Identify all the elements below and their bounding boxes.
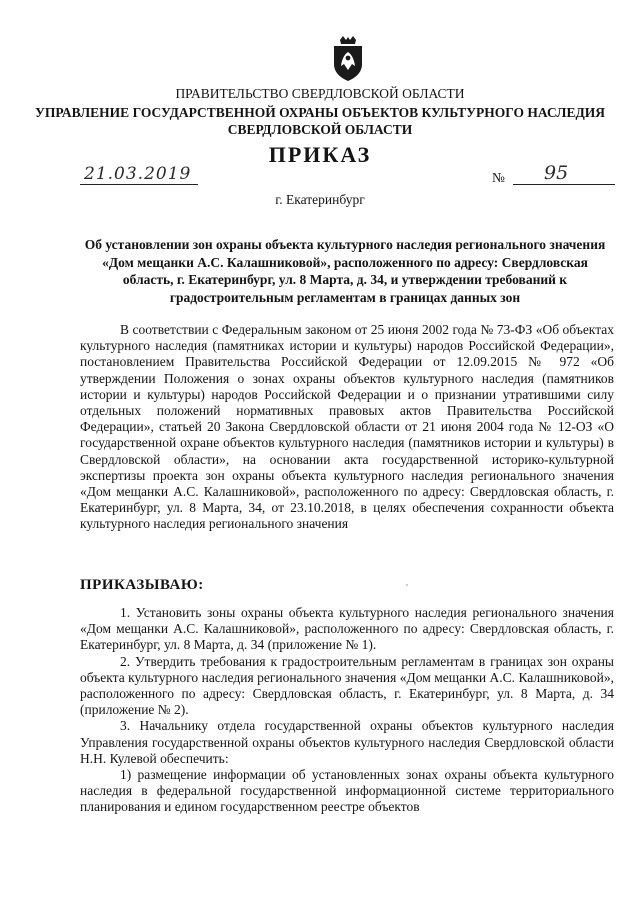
order-subject: Об установлении зон охраны объекта культурного наследия регионального значения «Дом мещанки А.С. Калашниковой», расположенного по адресу: Свердловская область, г. Екатеринбург, ул. 8 Марта, д. 34, и утверждении требований к градостроительным регламентам в границах данных зон [84, 237, 606, 305]
number-underline [513, 184, 615, 185]
sverdlovsk-coat-of-arms-icon [330, 36, 366, 82]
scan-speck [406, 584, 408, 586]
order-number: 95 [544, 162, 569, 184]
order-item-1: 1. Установить зоны охраны объекта культурного наследия регионального значения «Дом мещанки А.С. Калашниковой», расположенного по адресу: Свердловская область, г. Екатеринбург, ул. 8 Марта, д. 34 (приложение № 1). [80, 605, 614, 653]
government-name: ПРАВИТЕЛЬСТВО СВЕРДЛОВСКОЙ ОБЛАСТИ [175, 86, 465, 101]
date-underline [80, 184, 198, 185]
order-items [80, 605, 614, 816]
order-item-2: 2. Утвердить требования к градостроительным регламентам в границах зон охраны объекта культурного наследия регионального значения «Дом мещанки А.С. Калашниковой», расположенного по адресу: Свердловская область, г. Екатеринбург, ул. 8 Марта, д. 34 (приложение № 2). [80, 653, 614, 718]
decree-heading: ПРИКАЗЫВАЮ: [80, 577, 204, 593]
number-sign: № [492, 170, 505, 185]
order-item-3-1: 1) размещение информации об установленных зонах охраны объекта культурного наследия в федеральной государственной информационной системе территориального планирования и едином государственном реестре объектов [80, 767, 614, 815]
department-name: УПРАВЛЕНИЕ ГОСУДАРСТВЕННОЙ ОХРАНЫ ОБЪЕКТОВ КУЛЬТУРНОГО НАСЛЕДИЯ СВЕРДЛОВСКОЙ ОБЛАСТИ [34, 105, 606, 137]
preamble-paragraph: В соответствии с Федеральным законом от 25 июня 2002 года № 73-ФЗ «Об объектах культурного наследия (памятниках истории и культуры) народов Российской Федерации», постановлением Правительства Российской Федерации от 12.09.2015 № 972 «Об утверждении Положения о зонах охраны объектов культурного наследия (памятников истории и культуры) народов Российской Федерации и о признании утратившими силу отдельных положений нормативных правовых актов Правительства Российской Федерации», статьей 20 Закона Свердловской области от 21 июня 2004 года № 12-ОЗ «О государственной охране объектов культурного наследия (памятников истории и культуры) в Свердловской области», на основании акта государственной историко-культурной экспертизы проекта зон охраны объекта культурного наследия регионального значения «Дом мещанки А.С. Калашниковой», расположенного по адресу: Свердловская область, г. Екатеринбург, ул. 8 Марта, 34, от 23.10.2018, в целях обеспечения сохранности объекта культурного наследия регионального значения [80, 322, 614, 532]
order-title: ПРИКАЗ [268, 142, 372, 167]
city: г. Екатеринбург [275, 192, 365, 207]
order-date: 21.03.2019 [84, 164, 192, 184]
order-item-3: 3. Начальнику отдела государственной охраны объектов культурного наследия Управления государственной охраны объектов культурного наследия Свердловской области Н.Н. Кулевой обеспечить: [80, 718, 614, 766]
